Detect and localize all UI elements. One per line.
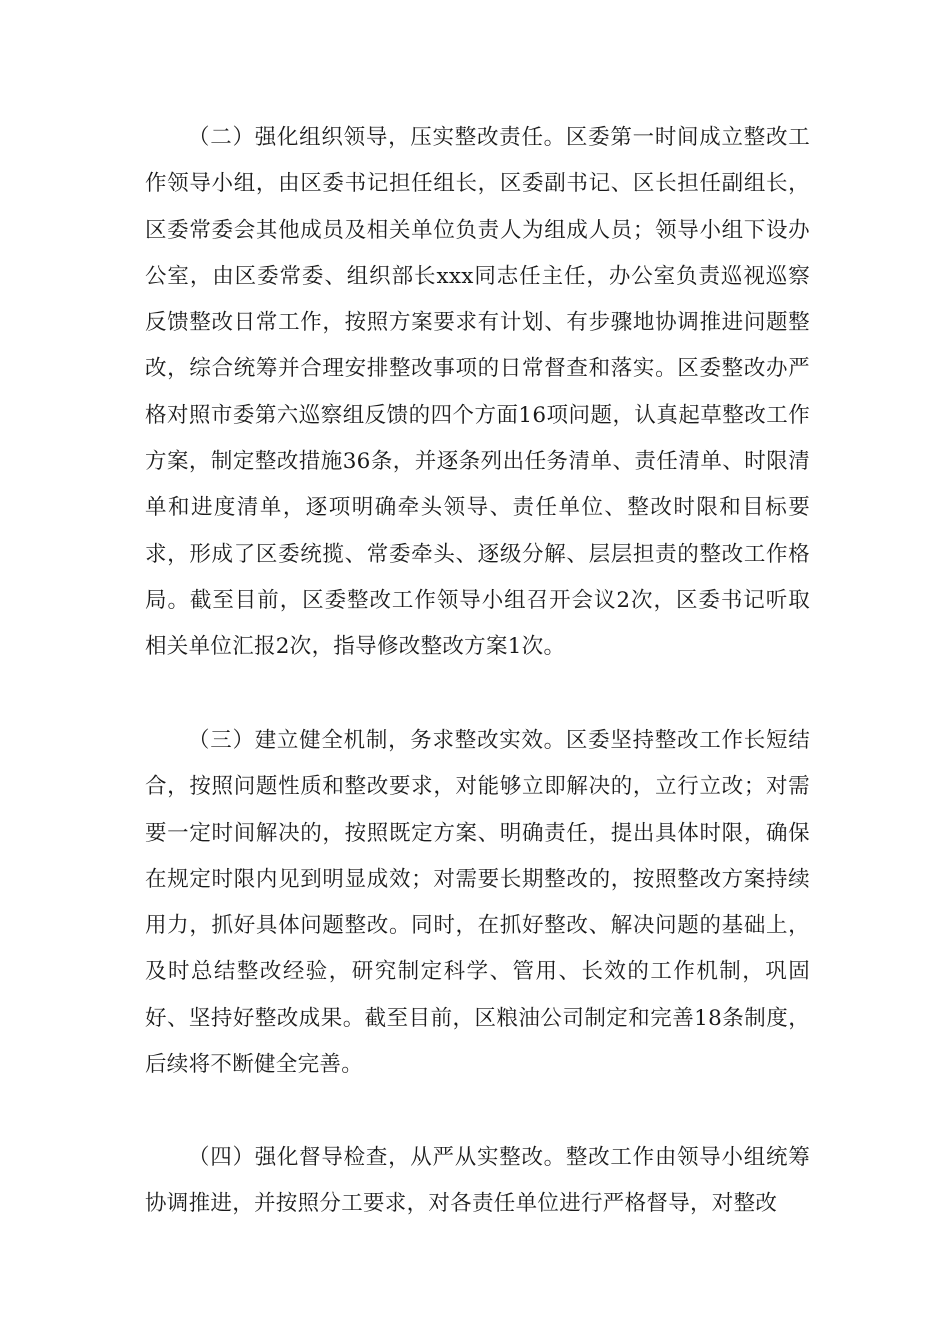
paragraph-supervision: （四）强化督导检查，从严从实整改。整改工作由领导小组统筹协调推进，并按照分工要求，对各责任单位进行严格督导，对整改 [145,1145,810,1217]
paragraph-mechanism: （三）建立健全机制，务求整改实效。区委坚持整改工作长短结合，按照问题性质和整改要求，对能够立即解决的，立行立改；对需要一定时间解决的，按照既定方案、明确责任，提出具体时限，确保在规定时限内见到明显成效；对需要长期整改的，按照整改方案持续用力，抓好具体问题整改。同时，在抓好整改、解决问题的基础上，及时总结整改经验，研究制定科学、管用、长效的工作机制，巩固好、坚持好整改成果。截至目前，区粮油公司制定和完善18条制度，后续将不断健全完善。 [145,728,810,1078]
paragraph-leadership: （二）强化组织领导，压实整改责任。区委第一时间成立整改工作领导小组，由区委书记担任组长，区委副书记、区长担任副组长，区委常委会其他成员及相关单位负责人为组成人员；领导小组下设办公室，由区委常委、组织部长xxx同志任主任，办公室负责巡视巡察反馈整改日常工作，按照方案要求有计划、有步骤地协调推进问题整改，综合统筹并合理安排整改事项的日常督查和落实。区委整改办严格对照市委第六巡察组反馈的四个方面16项问题，认真起草整改工作方案，制定整改措施36条，并逐条列出任务清单、责任清单、时限清单和进度清单，逐项明确牵头领导、责任单位、整改时限和目标要求，形成了区委统揽、常委牵头、逐级分解、层层担责的整改工作格局。截至目前，区委整改工作领导小组召开会议2次，区委书记听取相关单位汇报2次，指导修改整改方案1次。 [145,125,810,660]
